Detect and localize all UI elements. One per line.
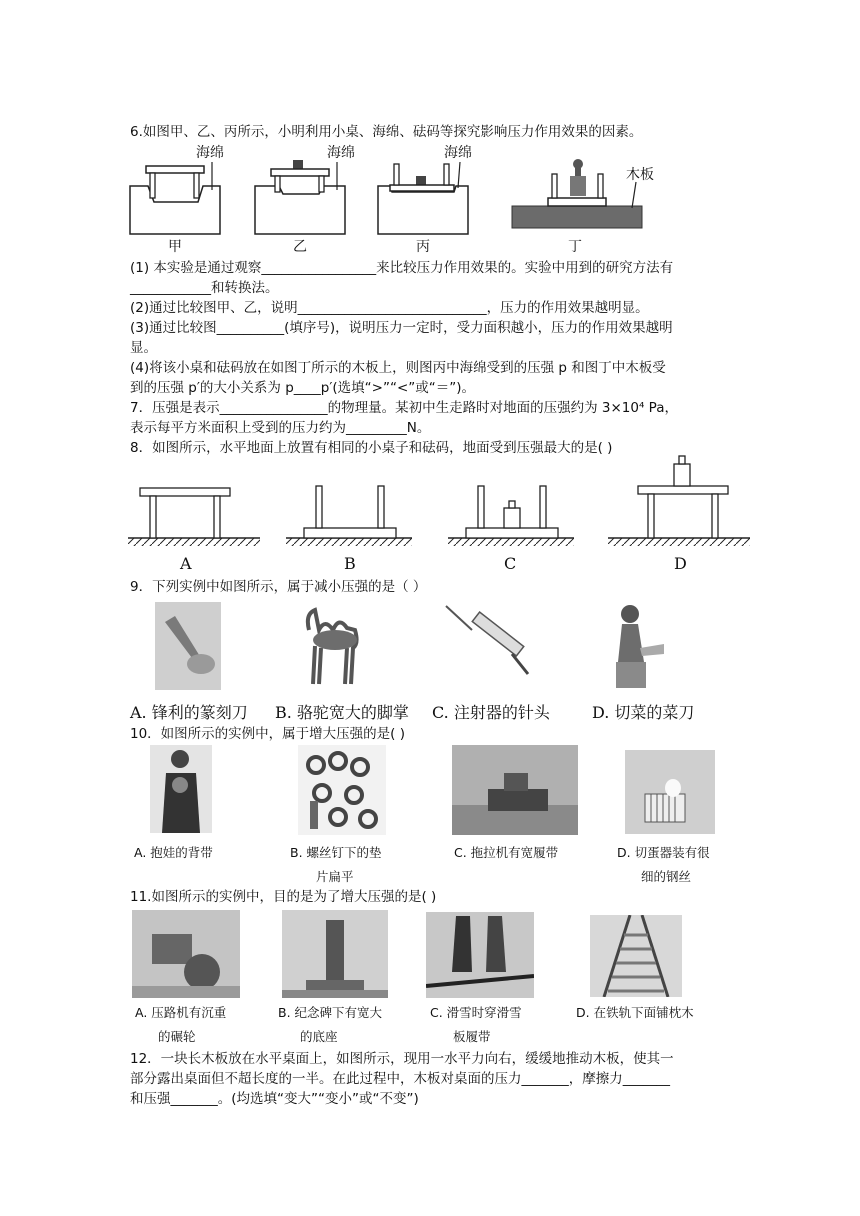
ski-boots-photo xyxy=(426,912,534,998)
q11-stem: 11.如图所示的实例中，目的是为了增大压强的是( ) xyxy=(130,889,437,905)
q9-option-d: D. 切菜的菜刀 xyxy=(592,703,695,722)
q10-option-d-line2: 细的钢丝 xyxy=(641,869,692,884)
q10-option-b-line1: B. 螺丝钉下的垫 xyxy=(290,845,382,860)
tractor-tracks-photo xyxy=(452,745,578,835)
q11-option-a-line1: A. 压路机有沉重 xyxy=(135,1005,227,1020)
q7-line1: 7．压强是表示________________的物理量。某初中生走路时对地面的压强约为 3×10⁴ Pa， xyxy=(130,400,678,416)
q6-part3-line2: 显。 xyxy=(130,340,157,356)
q6-figure-bing xyxy=(376,142,486,255)
railway-sleepers-photo xyxy=(590,915,682,997)
q11-option-d: D. 在铁轨下面铺枕木 xyxy=(576,1005,694,1020)
figure-label-jia: 甲 xyxy=(168,239,182,255)
q12-line3: 和压强_______。(均选填“变大”“变小”或“不变”) xyxy=(130,1091,419,1107)
q11-option-b-line1: B. 纪念碑下有宽大 xyxy=(278,1005,383,1020)
q10-option-a: A. 抱娃的背带 xyxy=(134,845,213,860)
q7-line2: 表示每平方米面积上受到的压力约为_________N。 xyxy=(130,420,431,436)
q6-stem: 6.如图甲、乙、丙所示，小明利用小桌、海绵、砝码等探究影响压力作用效果的因素。 xyxy=(130,124,643,140)
q8-option-d: D xyxy=(674,554,687,573)
figure-label-ding: 丁 xyxy=(568,239,582,255)
q10-stem: 10．如图所示的实例中，属于增大压强的是( ) xyxy=(130,726,406,742)
q9-stem: 9．下列实例中如图所示，属于减小压强的是（ ） xyxy=(130,579,427,595)
washer-screw-photo xyxy=(298,745,386,835)
q6-part4-line1: (4)将该小桌和砝码放在如图丁所示的木板上，则图丙中海绵受到的压强 p 和图丁中木板受 xyxy=(130,360,666,376)
q8-tables-diagram xyxy=(128,448,768,578)
q11-option-c-line2: 板履带 xyxy=(453,1029,491,1044)
q6-part2: (2)通过比较图甲、乙，说明____________________________，压力的作用效果越明显。 xyxy=(130,300,649,316)
q6-figure-yi xyxy=(253,142,363,255)
kitchen-knife-photo xyxy=(600,600,670,692)
q8-stem: 8．如图所示，水平地面上放置有相同的小桌子和砝码，地面受到压强最大的是( ) xyxy=(130,440,613,456)
sponge-label: 海绵 xyxy=(444,145,472,161)
sponge-label: 海绵 xyxy=(327,145,355,161)
sponge-label: 海绵 xyxy=(196,145,224,161)
figure-label-yi: 乙 xyxy=(293,239,307,255)
q6-part3-line1: (3)通过比较图__________(填序号)，说明压力一定时，受力面积越小，压力的作用效果越明 xyxy=(130,320,673,336)
q10-option-c: C. 拖拉机有宽履带 xyxy=(454,845,559,860)
q6-part1-line1: (1) 本实验是通过观察_________________来比较压力作用效果的。实验中用到的研究方法有 xyxy=(130,260,674,276)
q11-option-a-line2: 的碾轮 xyxy=(158,1029,196,1044)
q9-option-b: B. 骆驼宽大的脚掌 xyxy=(275,703,409,722)
camel-photo xyxy=(295,600,375,692)
board-label: 木板 xyxy=(626,167,654,183)
q12-line1: 12．一块长木板放在水平桌面上，如图所示，现用一水平力向右，缓缓地推动木板，使其一 xyxy=(130,1051,674,1067)
q11-option-c-line1: C. 滑雪时穿滑雪 xyxy=(430,1005,522,1020)
q6-figure-ding xyxy=(510,142,670,255)
road-roller-photo xyxy=(132,910,240,998)
baby-carrier-photo xyxy=(150,745,212,833)
q9-option-a: A. 锋利的篆刻刀 xyxy=(130,703,248,722)
q6-figure-jia xyxy=(128,142,238,255)
q6-part4-line2: 到的压强 p′的大小关系为 p____p′(选填“>”“<”或“＝”)。 xyxy=(130,380,476,396)
syringe-photo xyxy=(440,600,532,680)
q9-option-c: C. 注射器的针头 xyxy=(432,703,550,722)
q12-line2: 部分露出桌面但不超长度的一半。在此过程中，木板对桌面的压力_______，摩擦力_______ xyxy=(130,1071,670,1087)
q6-part1-line2: ____________和转换法。 xyxy=(130,280,279,296)
carving-knife-photo xyxy=(155,602,221,690)
board-table-weight-diagram xyxy=(510,142,670,252)
q8-option-c: C xyxy=(504,554,517,573)
figure-label-bing: 丙 xyxy=(416,239,430,255)
q8-option-b: B xyxy=(344,554,356,573)
q8-figures xyxy=(128,448,768,578)
q11-option-b-line2: 的底座 xyxy=(300,1029,338,1044)
q8-option-a: A xyxy=(180,554,192,573)
q10-option-b-line2: 片扁平 xyxy=(316,869,354,884)
q10-option-d-line1: D. 切蛋器装有很 xyxy=(617,845,710,860)
monument-photo xyxy=(282,910,388,998)
egg-slicer-photo xyxy=(625,750,715,834)
